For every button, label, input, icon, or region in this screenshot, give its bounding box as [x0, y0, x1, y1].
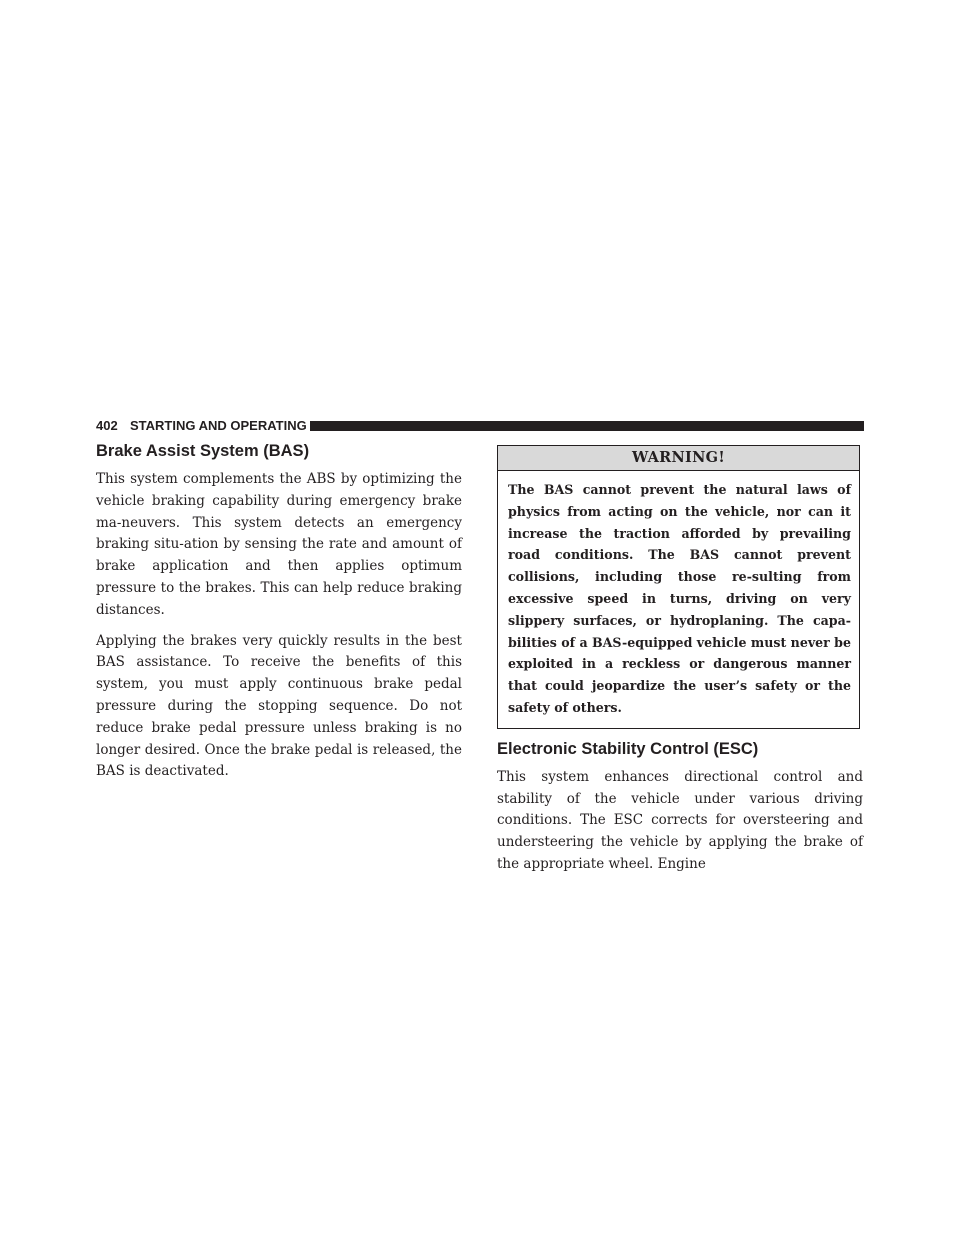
section-title: STARTING AND OPERATING	[130, 418, 307, 433]
page-header	[96, 418, 864, 434]
warning-text: The BAS cannot prevent the natural laws of physics from acting on the vehicle, nor can it increase the traction afforded by prevailing road conditions. The BAS cannot prevent collisions, including those re-sulting from excessive speed in turns, driving on very slippery surfaces, or hydroplaning. The capa-bilities of a BAS-equipped vehicle must never be exploited in a reckless or dangerous manner that could jeopardize the user’s safety or the safety of others.	[508, 482, 851, 715]
esc-paragraph: This system enhances directional control and stability of the vehicle under various driving conditions. The ESC corrects for oversteering and understeering the vehicle by applying the brake of the appropriate wheel. Engine	[497, 768, 863, 872]
bas-paragraph-2: Applying the brakes very quickly results in the best BAS assistance. To receive the benefits of this system, you must apply continuous brake pedal pressure during the stopping sequence. Do not reduce brake pedal pressure unless braking is no longer desired. Once the brake pedal is released, the BAS is deactivated.	[96, 632, 462, 780]
bas-paragraph-1: This system complements the ABS by optimizing the vehicle braking capability during emergency brake ma-neuvers. This system detects an emergency braking situ-ation by sensing the rate and amount of brake application and then applies optimum pressure to the brakes. This can help reduce braking distances.	[96, 471, 462, 618]
warning-title: WARNING!	[498, 446, 859, 471]
page-number: 402	[96, 418, 118, 433]
header-rule	[310, 421, 864, 431]
esc-heading: Electronic Stability Control (ESC)	[497, 739, 759, 758]
bas-heading: Brake Assist System (BAS)	[96, 442, 310, 460]
left-column	[96, 440, 462, 783]
right-column	[497, 445, 863, 876]
warning-box	[497, 445, 860, 729]
